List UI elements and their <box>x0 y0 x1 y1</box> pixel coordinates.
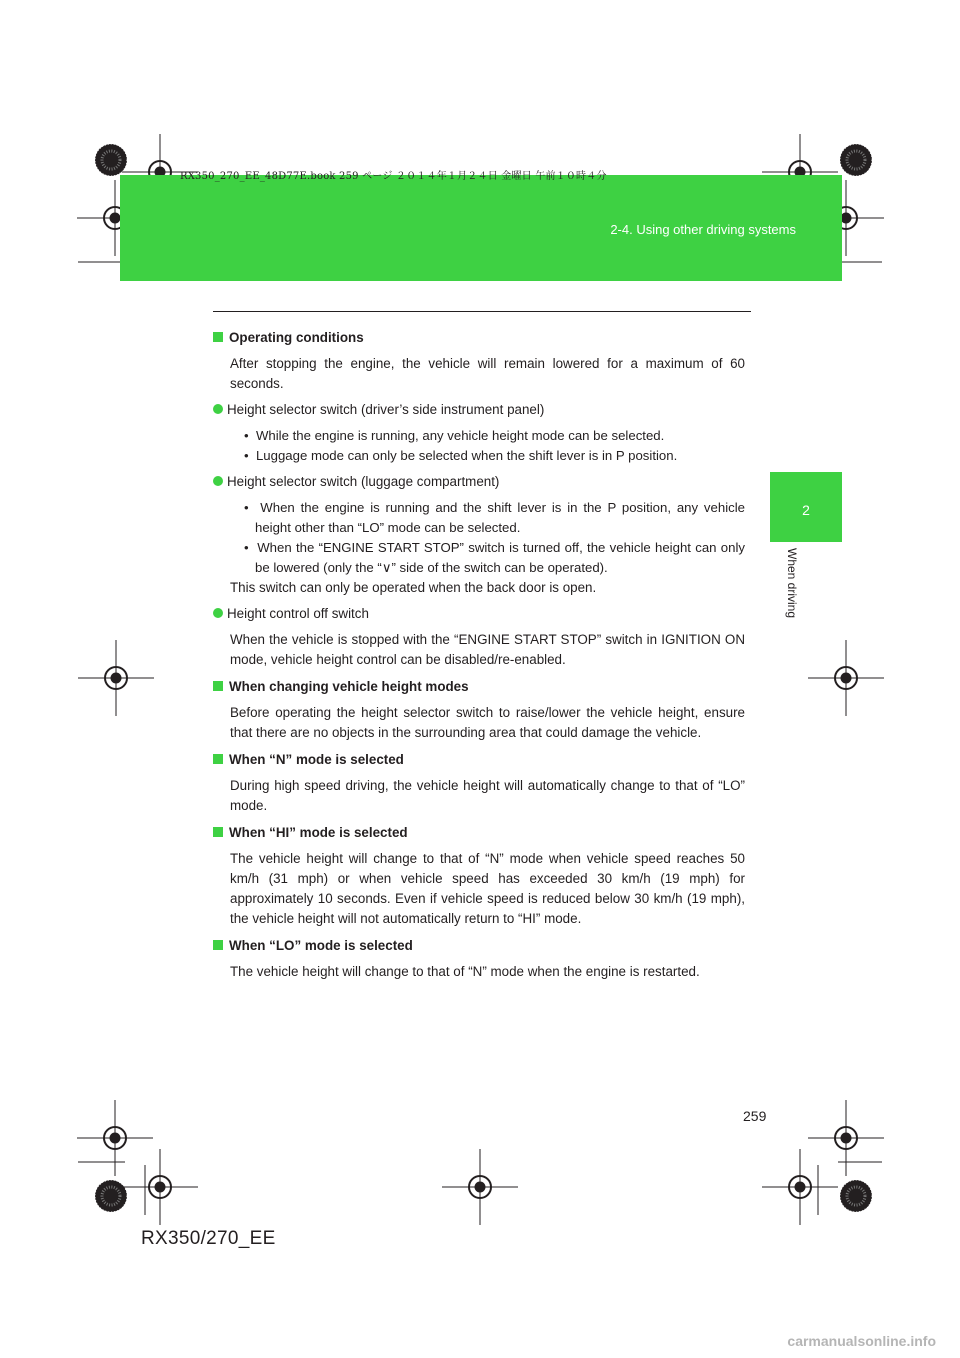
square-bullet-icon <box>213 940 223 950</box>
section-heading: When “LO” mode is selected <box>213 936 745 956</box>
square-bullet-icon <box>213 332 223 342</box>
section-text: The vehicle height will change to that of “N” mode when vehicle speed reaches 50 km/h (31 mph) or when vehicle speed has exceeded 30 km/h (19 mph) for approximately 10 seconds. Even if vehicle speed is reduced below 30 km/h (19 mph), the vehicle height will not automatically return to “HI” mode. <box>230 851 745 926</box>
subsection-note: This switch can only be operated when the back door is open. <box>230 580 597 595</box>
square-bullet-icon <box>213 681 223 691</box>
list-item: • Luggage mode can only be selected when the shift lever is in P position. <box>244 448 678 463</box>
section-lo-mode <box>213 936 745 982</box>
square-bullet-icon <box>213 754 223 764</box>
subsection <box>213 472 745 598</box>
list-item: • While the engine is running, any vehicle height mode can be selected. <box>244 428 665 443</box>
top-rule <box>213 311 751 312</box>
section-text: During high speed driving, the vehicle height will automatically change to that of “LO” mode. <box>230 778 745 813</box>
section-n-mode <box>213 750 745 816</box>
side-tab-number: 2 <box>802 502 810 518</box>
round-bullet-icon <box>213 404 223 414</box>
section-heading: When “N” mode is selected <box>213 750 745 770</box>
round-bullet-icon <box>213 608 223 618</box>
subsection-title: Height control off switch <box>213 604 745 624</box>
round-bullet-icon <box>213 476 223 486</box>
book-info: RX350_270_EE_48D77E.book 259 ページ ２０１４年１月２４日 金曜日 午前１０時４分 <box>180 171 607 182</box>
section-text: After stopping the engine, the vehicle will remain lowered for a maximum of 60 seconds. <box>230 356 745 391</box>
subsection <box>213 604 745 670</box>
section-operating-conditions <box>213 328 745 670</box>
section-hi-mode <box>213 823 745 929</box>
side-tab-label-text: When driving <box>785 548 799 619</box>
section-text: The vehicle height will change to that of “N” mode when the engine is restarted. <box>230 964 700 979</box>
side-tab-label <box>787 548 801 638</box>
subsection-title: Height selector switch (luggage compartment) <box>213 472 745 492</box>
subsection <box>213 400 745 466</box>
section-text: Before operating the height selector switch to raise/lower the vehicle height, ensure that there are no objects in the surrounding area that could damage the vehicle. <box>230 705 745 740</box>
section-heading: Operating conditions <box>213 328 745 348</box>
subsection-text: When the vehicle is stopped with the “ENGINE START STOP” switch in IGNITION ON mode, vehicle height control can be disabled/re-enabled. <box>230 632 745 667</box>
section-changing-height <box>213 677 745 743</box>
footer-model: RX350/270_EE <box>141 1228 276 1249</box>
list-item: • When the “ENGINE START STOP” switch is turned off, the vehicle height can only be lowered (only the “∨” side of the switch can be operated). <box>244 540 745 575</box>
section-heading: When “HI” mode is selected <box>213 823 745 843</box>
main-content <box>213 328 745 989</box>
subsection-title: Height selector switch (driver’s side instrument panel) <box>213 400 745 420</box>
section-title: 2-4. Using other driving systems <box>610 222 796 237</box>
square-bullet-icon <box>213 827 223 837</box>
side-tab <box>770 472 842 542</box>
list-item: • When the engine is running and the shift lever is in the P position, any vehicle height other than “LO” mode can be selected. <box>244 500 745 535</box>
section-heading: When changing vehicle height modes <box>213 677 745 697</box>
watermark: carmanualsonline.info <box>787 1333 936 1349</box>
page-number: 259 <box>743 1108 767 1124</box>
